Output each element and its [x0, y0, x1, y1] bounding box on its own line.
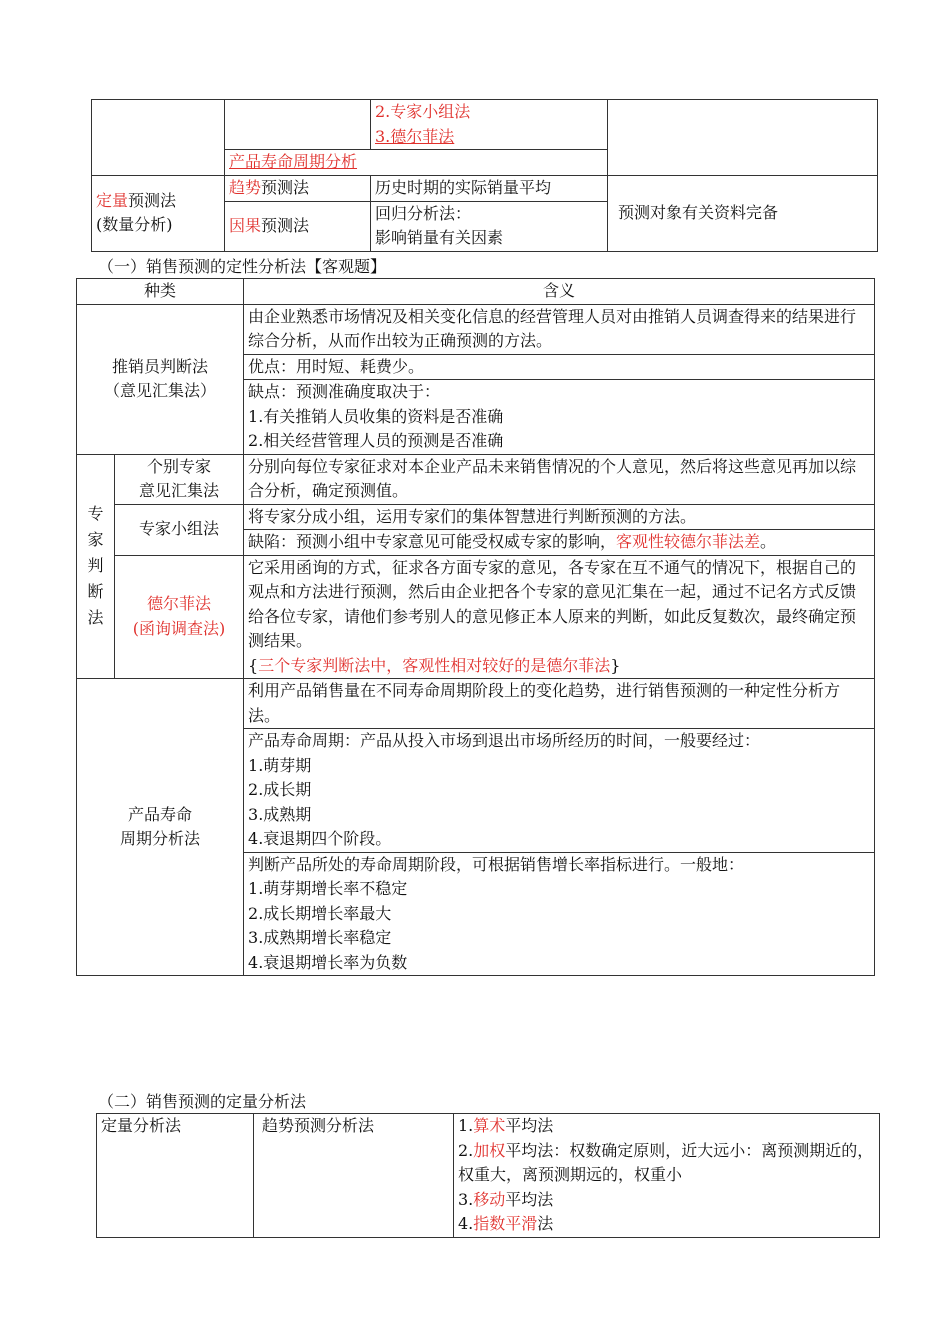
- individual-name-2: 意见汇集法: [139, 481, 220, 500]
- method-rest: 平均法: [505, 1116, 554, 1135]
- cause-desc-cell: [371, 201, 608, 251]
- quantitative-label-cell: [92, 176, 225, 252]
- plc-method-name: [77, 679, 244, 976]
- delphi-desc-cell: [244, 555, 875, 679]
- plc-stage: 3.成熟期: [248, 804, 312, 824]
- expert-label-char: 专: [87, 504, 104, 524]
- plc-judge: [244, 852, 875, 976]
- delphi-name-2: (函询调查法): [132, 618, 226, 638]
- expert-methods-cell: [371, 100, 608, 150]
- plc-analysis-cell: [225, 150, 608, 176]
- method-num: 2.: [458, 1140, 474, 1160]
- top-method-table: [91, 99, 878, 252]
- expert-group-flaw: [244, 530, 875, 556]
- expert-group-desc: 将专家分成小组，运用专家们的集体智慧进行判断预测的方法。: [244, 504, 875, 530]
- plc-period: [244, 729, 875, 853]
- trend-rest-text: 预测法: [261, 178, 310, 197]
- method-num: 4.: [458, 1214, 474, 1233]
- individual-expert-desc: 分别向每位专家征求对本企业产品未来销售情况的个人意见，然后将这些意见再加以综合分析，确定预测值。: [244, 454, 875, 504]
- col-header-meaning: 含义: [244, 279, 875, 305]
- expert-group-name: 专家小组法: [115, 504, 244, 555]
- method-num: 3.: [458, 1189, 474, 1209]
- flaw-end: 。: [760, 532, 777, 551]
- cons-line-2: 1.有关推销人员收集的资料是否准确: [248, 406, 504, 426]
- method-red: 指数平滑: [473, 1214, 538, 1233]
- quant-col2: 趋势预测分析法: [254, 1114, 454, 1238]
- individual-expert-name: [115, 454, 244, 504]
- empty-cell: [225, 100, 371, 150]
- method-red: 移动: [473, 1189, 506, 1209]
- section2-heading: （二）销售预测的定量分析法: [98, 1092, 307, 1111]
- method-exp: [458, 1212, 875, 1237]
- expert-judgement-label: [77, 454, 115, 679]
- cons-line-3: 2.相关经营管理人员的预测是否准确: [248, 431, 504, 450]
- quant-red-text: 定量: [96, 190, 129, 210]
- col-header-type: 种类: [77, 279, 244, 305]
- note-red: 三个专家判断法中，客观性相对较好的是德尔菲法: [258, 655, 611, 675]
- salesman-method-name: [77, 304, 244, 454]
- plc-judge-item: 1.萌芽期增长率不稳定: [248, 879, 408, 898]
- empty-cell: [608, 100, 878, 176]
- expert-label-char: 家: [87, 530, 104, 550]
- salesman-cons: [244, 380, 875, 455]
- plc-period-intro: 产品寿命周期：产品从投入市场到退出市场所经历的时间，一般要经过：: [248, 731, 761, 750]
- plc-stage: 4.衰退期四个阶段。: [248, 829, 392, 848]
- condition-cell: 预测对象有关资料完备: [608, 176, 878, 252]
- trend-method-cell: [225, 176, 371, 202]
- method-red: 加权: [473, 1140, 506, 1160]
- trend-red-text: 趋势: [229, 178, 262, 197]
- plc-analysis-label: 产品寿命周期分析: [229, 152, 358, 172]
- delphi-name-1: 德尔菲法: [147, 594, 212, 614]
- quant-methods: [454, 1114, 880, 1238]
- individual-name-1: 个别专家: [147, 456, 212, 476]
- expert-label-char: 断: [87, 582, 104, 602]
- expert-label-char: 判: [87, 556, 104, 576]
- cause-red-text: 因果: [229, 215, 262, 235]
- plc-judge-item: 3.成熟期增长率稳定: [248, 928, 392, 947]
- plc-stage: 1.萌芽期: [248, 755, 312, 775]
- quantitative-table: [96, 1113, 880, 1238]
- plc-judge-intro: 判断产品所处的寿命周期阶段，可根据销售增长率指标进行。一般地：: [248, 854, 745, 874]
- method-moving: [458, 1188, 875, 1213]
- section1-heading: （一）销售预测的定性分析法【客观题】: [98, 257, 387, 276]
- expert-group-method: 2.专家小组法: [375, 102, 471, 121]
- quant-rest-text: 预测法: [128, 190, 177, 210]
- plc-stage: 2.成长期: [248, 780, 312, 799]
- quant-col1: 定量分析法: [97, 1114, 254, 1238]
- salesman-desc: 由企业熟悉市场情况及相关变化信息的经营管理人员对由推销人员调查得来的结果进行综合分析，从而作出较为正确预测的方法。: [244, 304, 875, 354]
- salesman-name-1: 推销员判断法: [112, 356, 209, 376]
- cause-rest-text: 预测法: [261, 215, 310, 235]
- plc-judge-item: 4.衰退期增长率为负数: [248, 952, 408, 972]
- flaw-red-text: 客观性较德尔菲法差: [616, 532, 761, 551]
- method-rest: 平均法: [505, 1189, 554, 1209]
- plc-name-1: 产品寿命: [128, 804, 193, 824]
- salesman-pros: 优点：用时短、耗费少。: [244, 354, 875, 380]
- note-close: }: [610, 655, 621, 675]
- cause-method-cell: [225, 201, 371, 251]
- method-arith: [458, 1114, 875, 1139]
- cause-desc-line-1: 回归分析法：: [375, 203, 472, 223]
- method-red: 算术: [473, 1116, 506, 1135]
- delphi-note: [248, 654, 870, 679]
- plc-desc: 利用产品销售量在不同寿命周期阶段上的变化趋势，进行销售预测的一种定性分析方法。: [244, 679, 875, 729]
- delphi-method: 3.德尔菲法: [375, 126, 455, 146]
- cause-desc-line-2: 影响销量有关因素: [375, 228, 504, 247]
- method-rest: 平均法：权数确定原则，近大远小：离预测期近的，权重大，离预测期远的，权重小: [458, 1140, 874, 1184]
- qualitative-table: [76, 278, 875, 976]
- method-weighted: [458, 1139, 875, 1188]
- plc-name-2: 周期分析法: [120, 829, 201, 848]
- method-num: 1.: [458, 1116, 474, 1135]
- salesman-name-2: （意见汇集法）: [104, 381, 217, 400]
- method-rest: 法: [537, 1214, 554, 1233]
- quant-sub-text: (数量分析): [96, 215, 173, 235]
- delphi-desc: 它采用函询的方式，征求各方面专家的意见，各专家在互不通气的情况下，根据自己的观点和方法进行预测，然后由企业把各个专家的意见汇集在一起，通过不记名方式反馈给各位专家，请他们参考别人的意见修正本人原来的判断，如此反复数次，最终确定预测结果。: [248, 557, 857, 650]
- delphi-name: [115, 555, 244, 679]
- cons-line-1: 缺点：预测准确度取决于：: [248, 382, 441, 401]
- trend-desc-cell: 历史时期的实际销量平均: [371, 176, 608, 202]
- note-open: {: [248, 655, 259, 675]
- plc-judge-item: 2.成长期增长率最大: [248, 903, 392, 923]
- empty-cell: [92, 100, 225, 176]
- expert-label-char: 法: [87, 608, 104, 628]
- flaw-text: 缺陷：预测小组中专家意见可能受权威专家的影响，: [248, 532, 617, 551]
